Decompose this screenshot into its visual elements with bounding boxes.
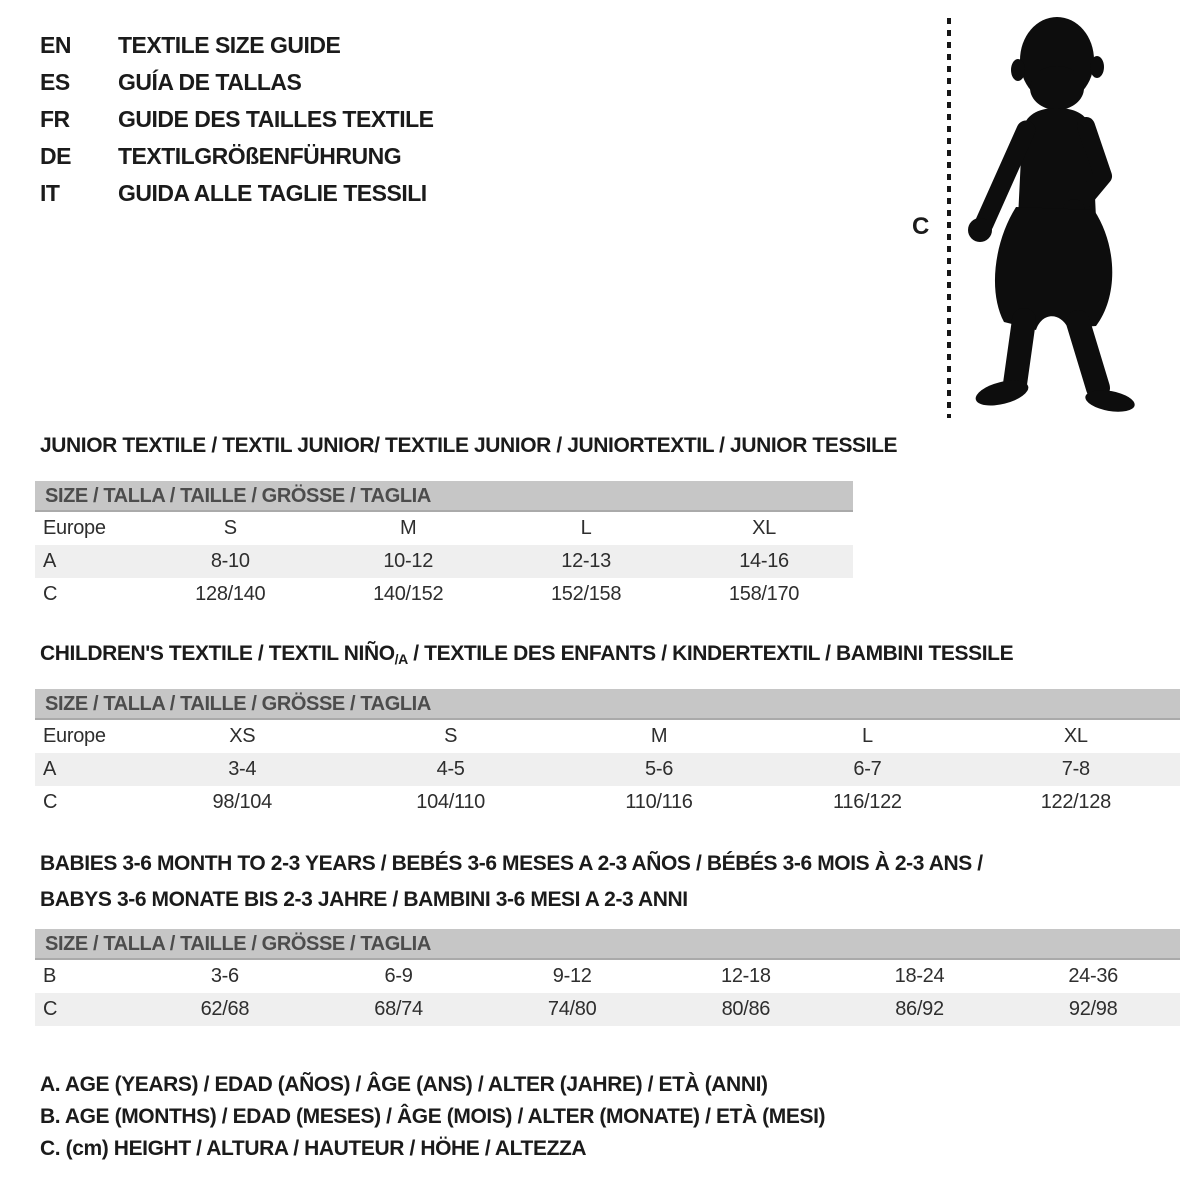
value-cell: 6-7 bbox=[853, 758, 882, 780]
table-row bbox=[35, 993, 1180, 1026]
value-cell: 104/110 bbox=[416, 791, 485, 813]
value-cell: L bbox=[862, 725, 873, 747]
note-line-a: A. AGE (YEARS) / EDAD (AÑOS) / ÂGE (ANS) / ALTER (JAHRE) / ETÀ (ANNI) bbox=[40, 1073, 768, 1096]
value-cell: 4-5 bbox=[436, 758, 465, 780]
table-header-bar: SIZE / TALLA / TAILLE / GRÖSSE / TAGLIA bbox=[35, 481, 853, 512]
list-item bbox=[40, 64, 434, 101]
guide-title: GUIDE DES TAILLES TEXTILE bbox=[118, 106, 434, 132]
language-code: EN bbox=[40, 32, 71, 58]
row-label-cell: A bbox=[43, 550, 57, 572]
value-cell: 128/140 bbox=[195, 583, 266, 605]
value-cell: XL bbox=[1063, 725, 1088, 747]
value-cell: 14-16 bbox=[739, 550, 789, 572]
language-code: FR bbox=[40, 106, 70, 132]
row-label-cell: A bbox=[43, 758, 57, 780]
table-row bbox=[35, 786, 1180, 819]
value-cell: 122/128 bbox=[1040, 791, 1111, 813]
guide-title: GUÍA DE TALLAS bbox=[118, 69, 302, 95]
value-cell: S bbox=[223, 517, 237, 539]
note-line-b: B. AGE (MONTHS) / EDAD (MESES) / ÂGE (MOIS) / ALTER (MONATE) / ETÀ (MESI) bbox=[40, 1105, 826, 1128]
row-label-cell: C bbox=[43, 791, 58, 813]
language-legend bbox=[40, 27, 434, 212]
value-cell: 10-12 bbox=[383, 550, 434, 572]
value-cell: 12-18 bbox=[721, 965, 771, 987]
table-row bbox=[35, 720, 1180, 753]
children-size-table bbox=[35, 689, 1180, 819]
value-cell: 18-24 bbox=[894, 965, 945, 987]
value-cell: 68/74 bbox=[374, 998, 423, 1020]
value-cell: 5-6 bbox=[645, 758, 674, 780]
table-header-bar: SIZE / TALLA / TAILLE / GRÖSSE / TAGLIA bbox=[35, 929, 1180, 960]
heading-text: / TEXTILE DES ENFANTS / KINDERTEXTIL / BAMBINI TESSILE bbox=[407, 642, 1014, 665]
measurement-notes bbox=[40, 1069, 825, 1165]
value-cell: 62/68 bbox=[200, 998, 250, 1020]
value-cell: 110/116 bbox=[625, 791, 693, 813]
value-cell: 98/104 bbox=[212, 791, 272, 813]
value-cell: 3-4 bbox=[228, 758, 257, 780]
value-cell: 6-9 bbox=[384, 965, 413, 987]
table-row bbox=[35, 578, 853, 611]
table-header-bar: SIZE / TALLA / TAILLE / GRÖSSE / TAGLIA bbox=[35, 689, 1180, 720]
section-heading-children bbox=[40, 642, 1013, 667]
guide-title: GUIDA ALLE TAGLIE TESSILI bbox=[118, 180, 427, 206]
value-cell: 158/170 bbox=[728, 583, 800, 605]
row-label-cell: Europe bbox=[43, 725, 106, 747]
value-cell: 24-36 bbox=[1068, 965, 1118, 987]
row-label-cell: C bbox=[43, 998, 58, 1020]
value-cell: 8-10 bbox=[210, 550, 250, 572]
row-label-cell: Europe bbox=[43, 517, 106, 539]
language-code: ES bbox=[40, 69, 70, 95]
height-measure-dashed-line bbox=[947, 18, 951, 418]
babies-size-table bbox=[35, 929, 1180, 1026]
value-cell: 74/80 bbox=[547, 998, 597, 1020]
value-cell: L bbox=[580, 517, 592, 539]
section-heading-babies bbox=[40, 846, 983, 918]
value-cell: S bbox=[444, 725, 458, 747]
value-cell: 152/158 bbox=[550, 583, 622, 605]
heading-text: CHILDREN'S TEXTILE / TEXTIL NIÑO bbox=[40, 642, 395, 665]
table-row bbox=[35, 512, 853, 545]
list-item bbox=[40, 27, 434, 64]
list-item bbox=[40, 175, 434, 212]
section-heading-junior: JUNIOR TEXTILE / TEXTIL JUNIOR/ TEXTILE JUNIOR / JUNIORTEXTIL / JUNIOR TESSILE bbox=[40, 434, 898, 457]
value-cell: 80/86 bbox=[721, 998, 771, 1020]
height-measure-label: C bbox=[912, 213, 930, 240]
value-cell: 12-13 bbox=[561, 550, 611, 572]
table-row bbox=[35, 960, 1180, 993]
language-code: DE bbox=[40, 143, 71, 169]
value-cell: 3-6 bbox=[210, 965, 239, 987]
guide-title: TEXTILE SIZE GUIDE bbox=[118, 32, 341, 58]
table-row bbox=[35, 753, 1180, 786]
value-cell: M bbox=[400, 517, 417, 539]
list-item bbox=[40, 101, 434, 138]
heading-line: BABYS 3-6 MONATE BIS 2-3 JAHRE / BAMBINI 3-6 MESI A 2-3 ANNI bbox=[40, 888, 688, 911]
value-cell: 116/122 bbox=[833, 791, 902, 813]
value-cell: XS bbox=[229, 725, 256, 747]
value-cell: M bbox=[650, 725, 668, 747]
heading-subscript: /A bbox=[394, 651, 408, 667]
value-cell: XL bbox=[752, 517, 776, 539]
heading-line: BABIES 3-6 MONTH TO 2-3 YEARS / BEBÉS 3-6 MESES A 2-3 AÑOS / BÉBÉS 3-6 MOIS À 2-3 ANS / bbox=[40, 852, 983, 875]
row-label-cell: C bbox=[43, 583, 58, 605]
value-cell: 140/152 bbox=[373, 583, 444, 605]
value-cell: 7-8 bbox=[1061, 758, 1090, 780]
note-line-c: C. (cm) HEIGHT / ALTURA / HAUTEUR / HÖHE / ALTEZZA bbox=[40, 1137, 587, 1160]
toddler-silhouette-icon bbox=[960, 12, 1145, 414]
junior-size-table bbox=[35, 481, 853, 611]
row-label-cell: B bbox=[43, 965, 57, 987]
value-cell: 92/98 bbox=[1068, 998, 1118, 1020]
list-item bbox=[40, 138, 434, 175]
value-cell: 9-12 bbox=[552, 965, 592, 987]
table-row bbox=[35, 545, 853, 578]
value-cell: 86/92 bbox=[895, 998, 944, 1020]
guide-title: TEXTILGRÖßENFÜHRUNG bbox=[118, 143, 402, 169]
language-code: IT bbox=[40, 180, 60, 206]
